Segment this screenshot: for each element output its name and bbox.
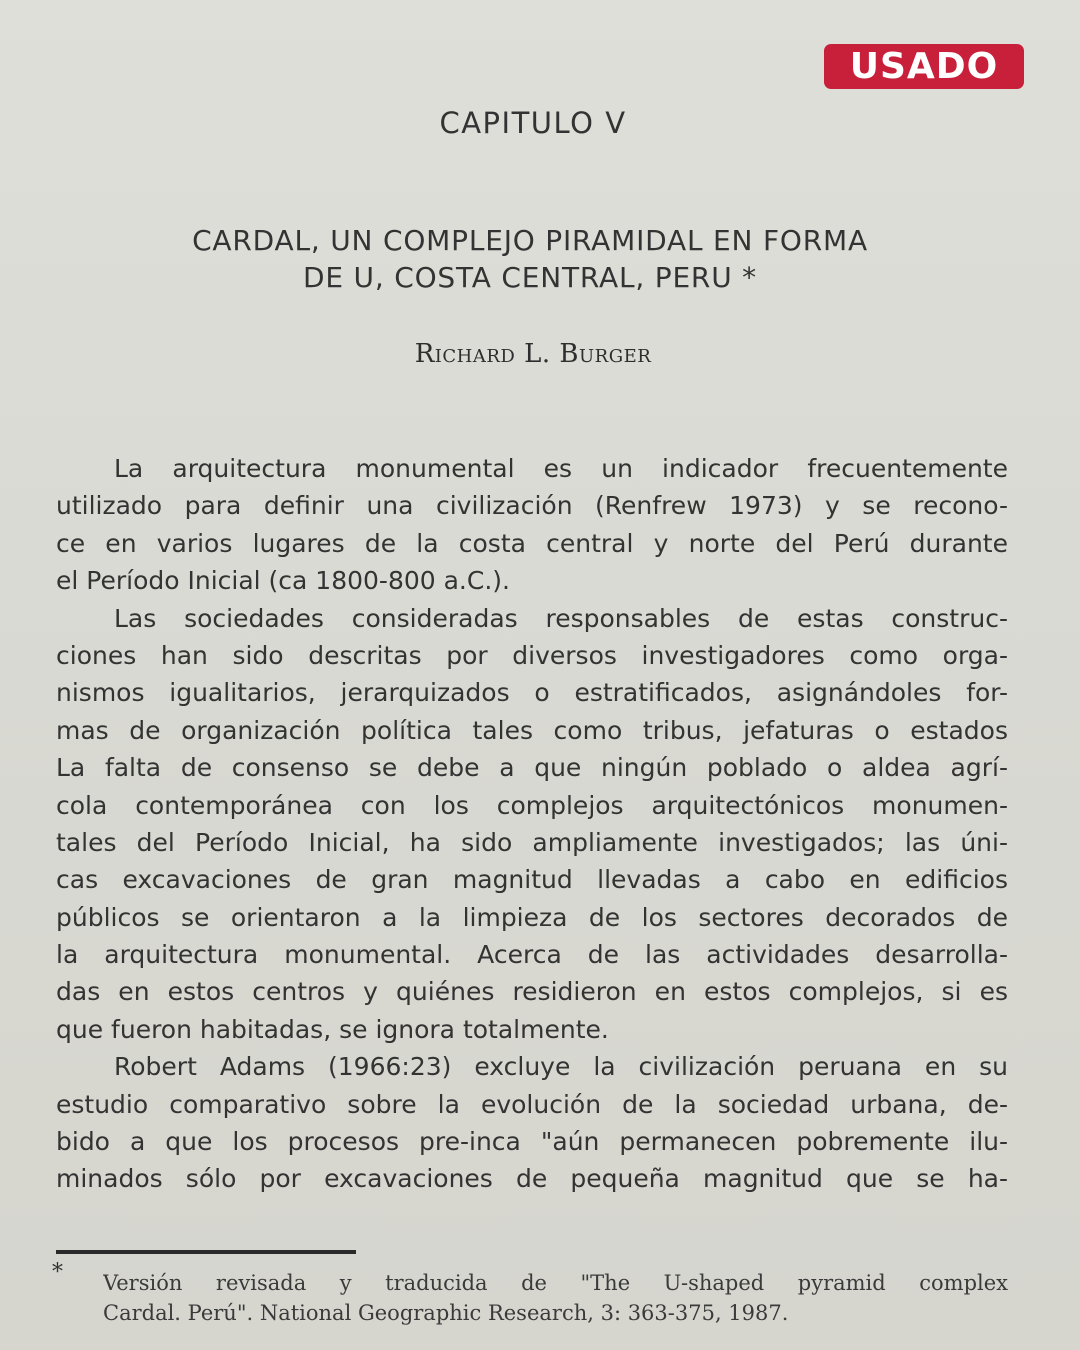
- body-line: estudio comparativo sobre la evolución de la sociedad urbana, de-: [56, 1089, 1008, 1119]
- body-line: ce en varios lugares de la costa central y norte del Perú durante: [56, 528, 1008, 558]
- body-line: ciones han sido descritas por diversos investigadores como orga-: [56, 640, 1008, 670]
- body-line: utilizado para definir una civilización (Renfrew 1973) y se recono-: [56, 491, 1008, 521]
- body-line: La arquitectura monumental es un indicador frecuentemente: [114, 454, 1008, 483]
- footnote-line-2: Cardal. Perú". National Geographic Research, 3: 363-375, 1987.: [103, 1301, 789, 1325]
- body-line: que fueron habitadas, se ignora totalmente.: [56, 1014, 609, 1044]
- footnote-text: [103, 1268, 1008, 1328]
- body-line: públicos se orientaron a la limpieza de los sectores decorados de: [56, 902, 1008, 932]
- body-line: Las sociedades consideradas responsables de estas construc-: [114, 603, 1008, 633]
- body-line: cas excavaciones de gran magnitud llevadas a cabo en edificios: [56, 865, 1008, 895]
- footnote-line-1: Versión revisada y traducida de "The U-shaped pyramid complex: [103, 1271, 1008, 1295]
- chapter-title-line-2: DE U, COSTA CENTRAL, PERU *: [303, 261, 757, 294]
- footnote-divider: [56, 1250, 356, 1254]
- body-line: cola contemporánea con los complejos arquitectónicos monumen-: [56, 790, 1008, 820]
- body-text: [56, 450, 1008, 1198]
- body-line: nismos igualitarios, jerarquizados o estratificados, asignándoles for-: [56, 678, 1008, 708]
- body-line: el Período Inicial (ca 1800-800 a.C.).: [56, 566, 510, 596]
- used-badge: USADO: [824, 44, 1024, 89]
- body-line: das en estos centros y quiénes residieron en estos complejos, si es: [56, 977, 1008, 1007]
- body-line: la arquitectura monumental. Acerca de las actividades desarrolla-: [56, 940, 1008, 970]
- body-line: mas de organización política tales como tribus, jefaturas o estados: [56, 715, 1008, 745]
- body-line: bido a que los procesos pre-inca "aún permanecen pobremente ilu-: [56, 1127, 1008, 1157]
- body-line: tales del Período Inicial, ha sido ampliamente investigados; las úni-: [56, 827, 1008, 857]
- body-line: La falta de consenso se debe a que ningún poblado o aldea agrí-: [56, 753, 1008, 783]
- body-line: minados sólo por excavaciones de pequeña magnitud que se ha-: [56, 1164, 1008, 1194]
- chapter-title: [100, 222, 960, 296]
- chapter-title-line-1: CARDAL, UN COMPLEJO PIRAMIDAL EN FORMA: [192, 224, 868, 257]
- body-line: Robert Adams (1966:23) excluye la civilización peruana en su: [114, 1052, 1008, 1082]
- chapter-heading: CAPITULO V: [439, 106, 627, 140]
- footnote-marker: *: [52, 1260, 63, 1285]
- author-name: Richard L. Burger: [414, 339, 652, 369]
